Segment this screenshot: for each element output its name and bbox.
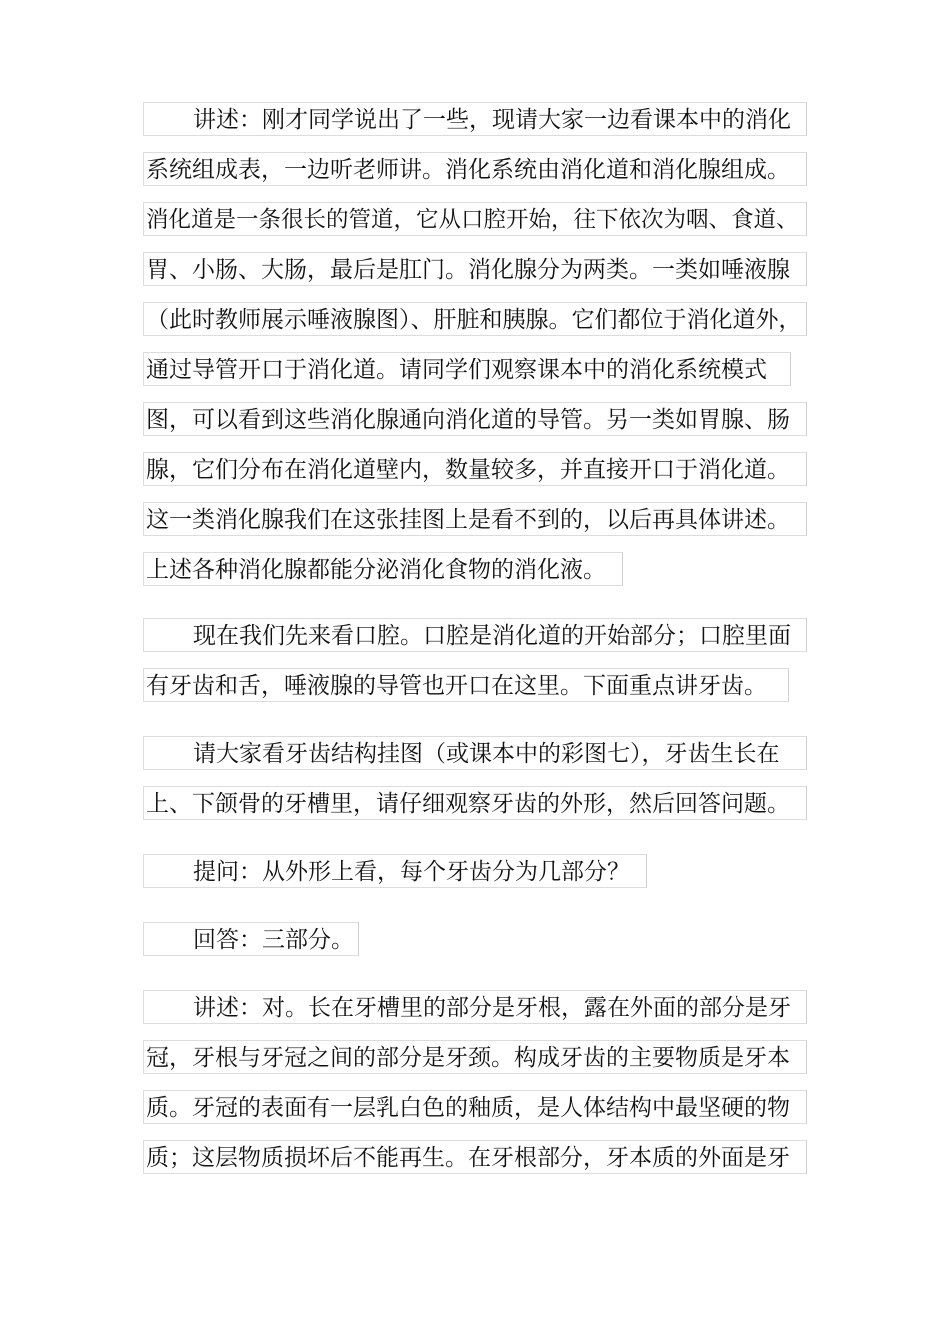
text-line: 质；这层物质损坏后不能再生。在牙根部分，牙本质的外面是牙 <box>143 1140 807 1174</box>
text-line: 冠，牙根与牙冠之间的部分是牙颈。构成牙齿的主要物质是牙本 <box>143 1040 807 1074</box>
text-line: 这一类消化腺我们在这张挂图上是看不到的，以后再具体讲述。 <box>143 502 807 536</box>
text-line: 回答：三部分。 <box>143 922 359 956</box>
paragraph-teeth-chart <box>143 736 807 836</box>
paragraph-tooth-structure <box>143 990 807 1190</box>
paragraph-digestive-system <box>143 102 807 602</box>
paragraph-question <box>143 854 647 904</box>
paragraph-answer <box>143 922 359 972</box>
text-line: 系统组成表，一边听老师讲。消化系统由消化道和消化腺组成。 <box>143 152 807 186</box>
text-line: 提问：从外形上看，每个牙齿分为几部分？ <box>143 854 647 888</box>
text-line: 上、下颌骨的牙槽里，请仔细观察牙齿的外形，然后回答问题。 <box>143 786 807 820</box>
text-line: 现在我们先来看口腔。口腔是消化道的开始部分；口腔里面 <box>143 618 807 652</box>
text-line: 图，可以看到这些消化腺通向消化道的导管。另一类如胃腺、肠 <box>143 402 807 436</box>
text-line: 请大家看牙齿结构挂图（或课本中的彩图七），牙齿生长在 <box>143 736 807 770</box>
text-line: 讲述：对。长在牙槽里的部分是牙根，露在外面的部分是牙 <box>143 990 807 1024</box>
text-line: 有牙齿和舌，唾液腺的导管也开口在这里。下面重点讲牙齿。 <box>143 668 789 702</box>
paragraph-oral-cavity <box>143 618 807 718</box>
text-line: （此时教师展示唾液腺图）、肝脏和胰腺。它们都位于消化道外， <box>143 302 807 336</box>
text-line: 上述各种消化腺都能分泌消化食物的消化液。 <box>143 552 623 586</box>
text-line: 质。牙冠的表面有一层乳白色的釉质，是人体结构中最坚硬的物 <box>143 1090 807 1124</box>
text-line: 胃、小肠、大肠，最后是肛门。消化腺分为两类。一类如唾液腺 <box>143 252 807 286</box>
text-line: 腺，它们分布在消化道壁内，数量较多，并直接开口于消化道。 <box>143 452 807 486</box>
text-line: 讲述：刚才同学说出了一些，现请大家一边看课本中的消化 <box>143 102 807 136</box>
text-line: 消化道是一条很长的管道，它从口腔开始，往下依次为咽、食道、 <box>143 202 807 236</box>
text-line: 通过导管开口于消化道。请同学们观察课本中的消化系统模式 <box>143 352 791 386</box>
